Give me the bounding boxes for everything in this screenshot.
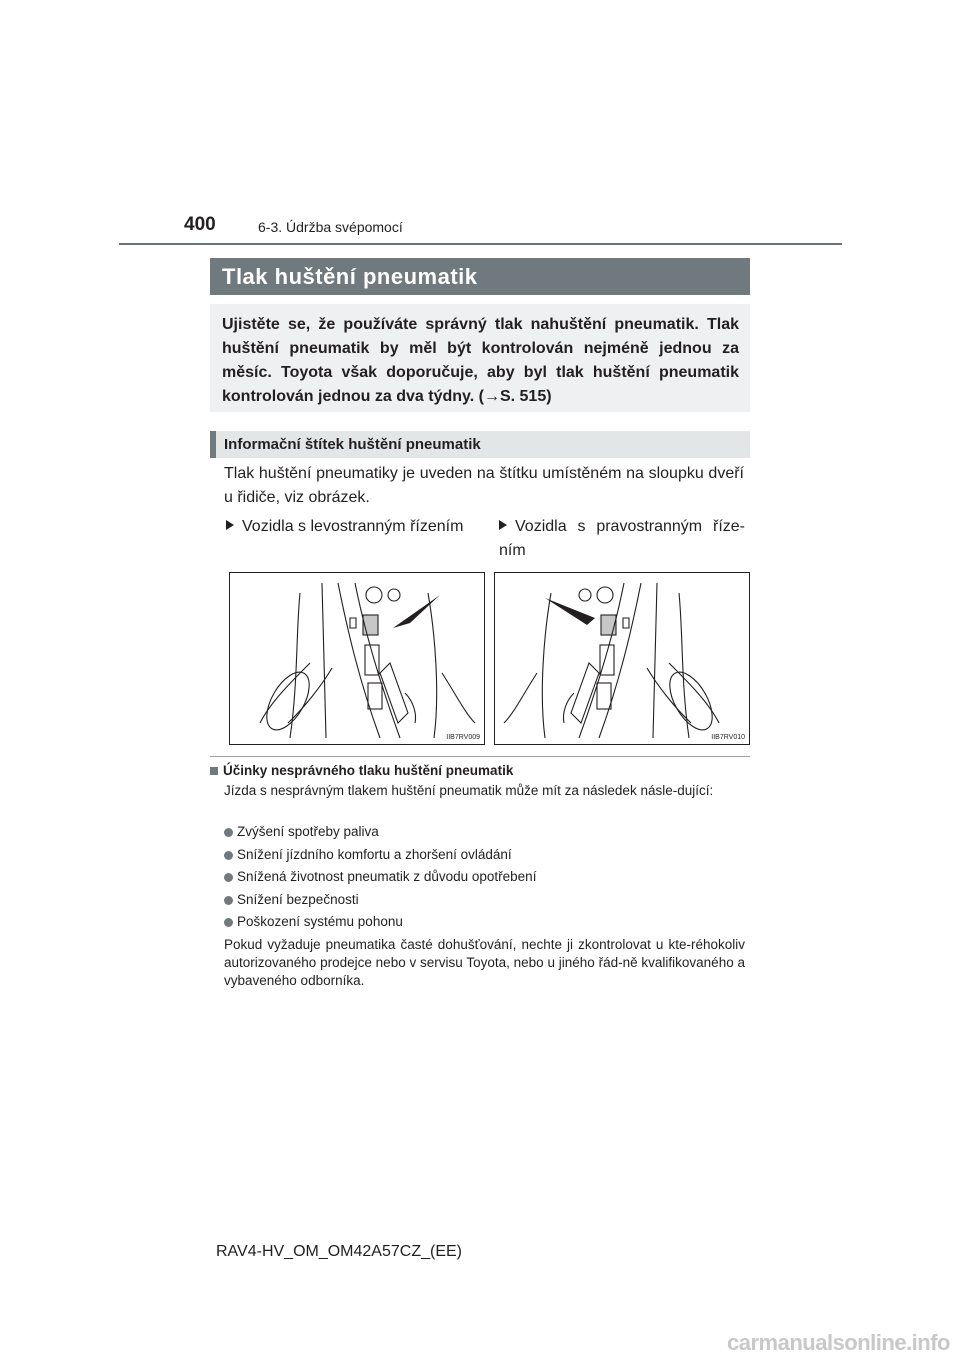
- list-item-text: Snížená životnost pneumatik z důvodu opotřebení: [237, 869, 537, 884]
- variant-lhd: [226, 515, 484, 539]
- list-item: [224, 868, 536, 886]
- bullet-icon: [224, 873, 233, 882]
- variant-rhd: [499, 515, 745, 563]
- list-item-text: Snížení bezpečnosti: [237, 892, 359, 907]
- bullet-icon: [224, 851, 233, 860]
- door-pillar-illustration-right: [495, 573, 749, 744]
- triangle-bullet-icon: [499, 520, 507, 530]
- section-divider: [210, 756, 750, 757]
- page-number: 400: [184, 214, 216, 235]
- figure-code-left: IIB7RV009: [446, 734, 480, 741]
- list-item-text: Snížení jízdního komfortu a zhoršení ovládání: [237, 847, 512, 862]
- list-item: [224, 913, 403, 931]
- bullet-icon: [224, 896, 233, 905]
- figure-lhd: [229, 572, 485, 745]
- chapter-title: 6-3. Údržba svépomocí: [258, 219, 403, 235]
- list-item: [224, 891, 359, 909]
- figure-code-right: IIB7RV010: [711, 734, 745, 741]
- list-item: [224, 846, 512, 864]
- bullet-icon: [224, 918, 233, 927]
- intro-box: Ujistěte se, že používáte správný tlak nahuštění pneumatik. Tlak huštění pneumatik by měl být kontrolován nejméně jednou za měsíc. Toyota však doporučuje, aby byl tlak huštění pneumatik kontrolován jednou za dva týdny. (→S. 515): [210, 304, 750, 412]
- bullet-icon: [224, 828, 233, 837]
- variant-lhd-label: Vozidla s levostranným řízením: [242, 518, 464, 535]
- door-pillar-illustration-left: [230, 573, 484, 744]
- header-divider: [119, 243, 842, 245]
- variant-rhd-label: Vozidla s pravostranným říze-ním: [499, 518, 745, 559]
- effects-heading: [210, 763, 513, 778]
- square-bullet-icon: [210, 767, 218, 775]
- list-item-text: Zvýšení spotřeby paliva: [237, 824, 379, 839]
- effects-closing: Pokud vyžaduje pneumatika časté dohušťování, nechte ji zkontrolovat u kte-réhokoliv autorizovaného prodejce nebo v servisu Toyota, nebo u jiného řád-ně kvalifikovaného a vybaveného odborníka.: [224, 937, 745, 988]
- section-title: Tlak huštění pneumatik: [210, 258, 750, 295]
- figure-rhd: [494, 572, 750, 745]
- subsection-heading: Informační štítek huštění pneumatik: [210, 431, 750, 458]
- label-description: Tlak huštění pneumatiky je uveden na štítku umístěném na sloupku dveří u řidiče, viz obrázek.: [224, 465, 744, 506]
- watermark-logo: carmanualsonline.info: [727, 1330, 950, 1355]
- effects-heading-text: Účinky nesprávného tlaku huštění pneumatik: [223, 763, 514, 778]
- effects-intro: Jízda s nesprávným tlakem huštění pneumatik může mít za následek násle-dující:: [224, 783, 714, 798]
- list-item: [224, 823, 379, 841]
- list-item-text: Poškození systému pohonu: [237, 914, 403, 929]
- triangle-bullet-icon: [226, 520, 234, 530]
- manual-code: RAV4-HV_OM_OM42A57CZ_(EE): [216, 1243, 462, 1260]
